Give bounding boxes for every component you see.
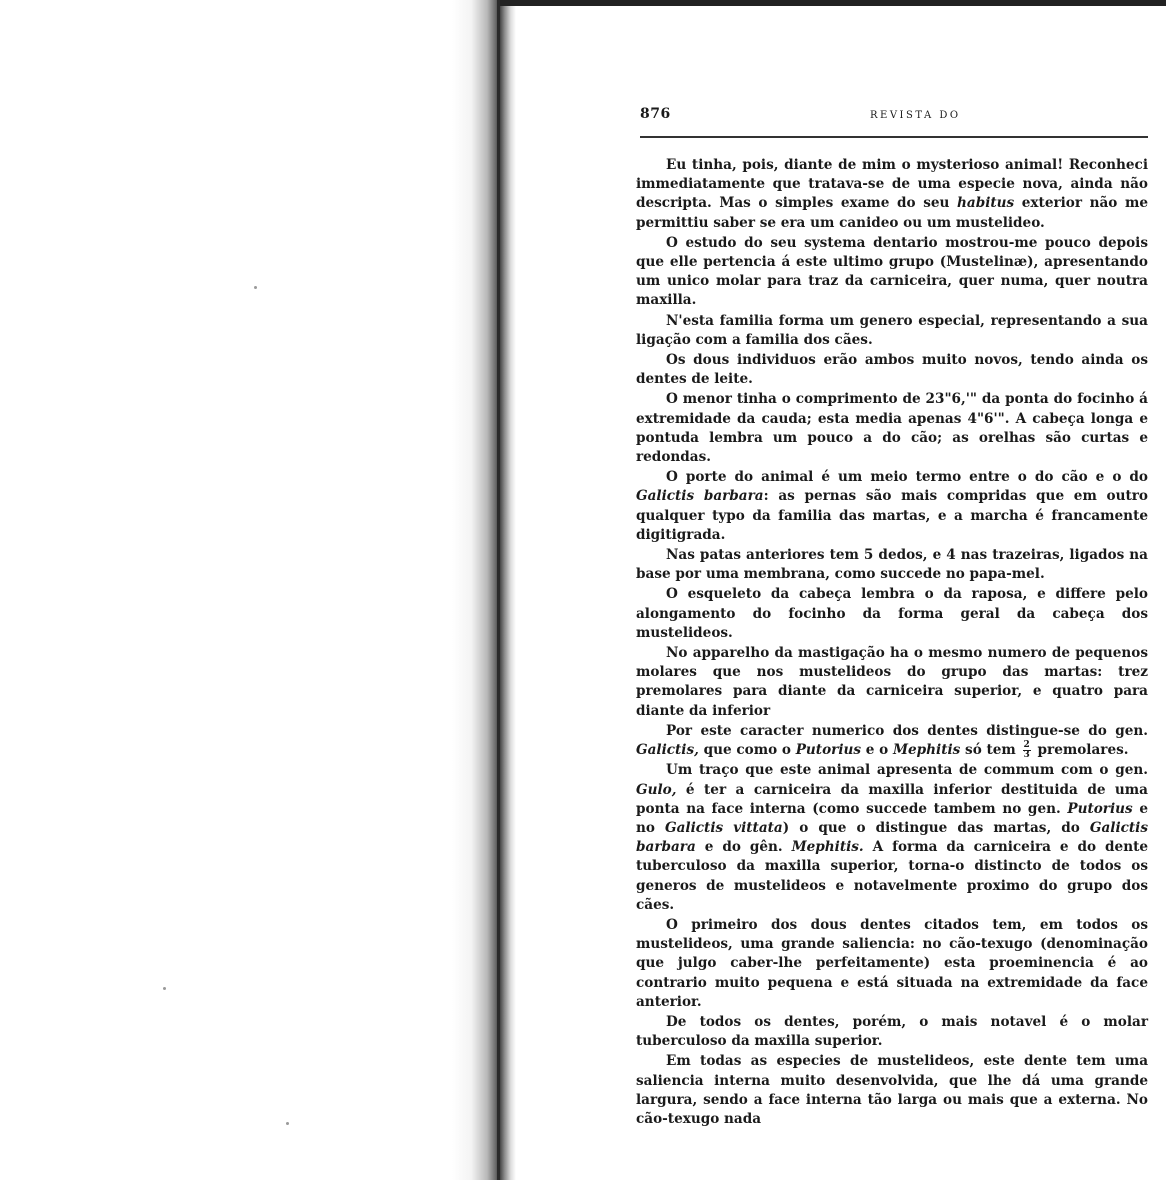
text-run: O primeiro dos dous dentes citados tem, em todos os mustelideos, uma grande saliencia: no cão-texugo (denominação que julgo caber-lhe perfeitamente) esta proeminencia é ao contrario muito pequena e está situada na extremidade da face anterior. (636, 916, 1148, 1010)
book-spine-line (497, 0, 500, 1180)
paragraph (636, 722, 1148, 760)
text-run: O menor tinha o comprimento de 23"6,'" da ponta do focinho á extremidade da cauda; esta media apenas 4"6'". A cabeça longa e pontuda lembra um pouco a do cão; as orelhas são curtas e redondas. (636, 391, 1148, 466)
paragraph (636, 585, 1148, 643)
left-blank-page (0, 0, 488, 1180)
paragraph (636, 546, 1148, 584)
right-text-page (516, 6, 1166, 1180)
text-run: Por este caracter numerico dos dentes distingue-se do gen. (666, 722, 1148, 739)
book-gutter-shadow (452, 0, 516, 1180)
text-run: Em todas as especies de mustelideos, este dente tem uma saliencia interna muito desenvolvida, que lhe dá uma grande largura, sendo a face interna tão larga ou mais que a externa. No cão-texugo nada (636, 1053, 1148, 1127)
italic-term: Putorius (1067, 800, 1133, 817)
paragraph (636, 468, 1148, 545)
text-run: No apparelho da mastigação ha o mesmo numero de pequenos molares que nos mustelideos do grupo das martas: trez premolares para diante da carniceira superior, e quatro para diante da inferior (636, 645, 1148, 719)
text-run: Nas patas anteriores tem 5 dedos, e 4 nas trazeiras, ligados na base por uma membrana, como succede no papa-mel. (636, 547, 1148, 583)
text-run: e no (636, 800, 1148, 836)
text-run: que como o (698, 742, 796, 759)
paragraph (636, 761, 1148, 915)
text-run: e do gên. (695, 839, 792, 856)
italic-term: Mephitis. (791, 839, 864, 856)
italic-term: Mephitis (892, 742, 961, 759)
paper-speck (254, 286, 257, 289)
paragraph (636, 916, 1148, 1012)
text-run: só tem (960, 742, 1021, 759)
italic-term: Putorius (795, 742, 862, 759)
italic-term: Galictis barbara (636, 488, 764, 505)
header-rule (640, 136, 1148, 138)
page-number: 876 (640, 106, 671, 122)
text-run: A forma da carniceira e do dente tuberculoso da maxilla superior, torna-o distincto de todos os generos de mustelideos e notavelmente proximo do grupo dos cães. (636, 839, 1149, 913)
text-run: : as pernas são mais compridas que em outro qualquer typo da familia das martas, e a marcha é francamente digitigrada. (636, 488, 1149, 543)
paper-speck (286, 1122, 289, 1125)
paragraph (636, 312, 1148, 350)
text-run: Um traço que este animal apresenta de commum com o gen. (666, 762, 1148, 779)
paragraph (636, 1052, 1148, 1129)
italic-term: habitus (957, 195, 1015, 212)
fraction (1023, 741, 1031, 760)
paragraph (636, 1013, 1148, 1051)
text-run: e o (861, 742, 893, 759)
text-run: O porte do animal é um meio termo entre o do cão e o do (666, 469, 1148, 486)
fraction-denominator: 3 (1023, 750, 1030, 761)
paper-speck (163, 987, 166, 990)
running-head (640, 106, 1150, 128)
text-run: premolares. (1032, 742, 1129, 759)
text-run: é ter a carniceira da maxilla inferior destituida de uma ponta na face interna (como succede tambem no gen. (636, 781, 1148, 817)
text-run: Eu tinha, pois, diante de mim o mysterioso animal! Reconheci immediatamente que tratava-se de uma especie nova, ainda não descripta. Mas o simples exame do seu (636, 157, 1148, 212)
paragraph (636, 644, 1148, 721)
paragraph (636, 156, 1148, 233)
italic-term: Galictis, (636, 742, 699, 759)
italic-term: Gulo, (636, 781, 677, 798)
text-run: ) o que o distingue das martas, do (782, 819, 1090, 836)
text-run: Os dous individuos erão ambos muito novos, tendo ainda os dentes de leite. (636, 352, 1148, 388)
fraction-numerator: 2 (1023, 740, 1030, 751)
paragraph (636, 390, 1148, 467)
italic-term: Galictis vittata (665, 819, 783, 836)
paragraph (636, 351, 1148, 389)
text-run: De todos os dentes, porém, o mais notavel é o molar tuberculoso da maxilla superior. (636, 1013, 1148, 1050)
body-text (636, 156, 1148, 1130)
running-title: REVISTA DO (870, 110, 961, 121)
text-run: exterior não me permittiu saber se era um canideo ou um mustelideo. (636, 195, 1148, 231)
text-run: O esqueleto da cabeça lembra o da raposa, e differe pelo alongamento do focinho da forma geral da cabeça dos mustelideos. (636, 586, 1148, 641)
paragraph (636, 234, 1148, 311)
text-run: N'esta familia forma um genero especial, representando a sua ligação com a familia dos cães. (636, 312, 1148, 348)
italic-term: Galictis barbara (636, 819, 1148, 856)
text-run: O estudo do seu systema dentario mostrou-me pouco depois que elle pertencia á este ultimo grupo (Mustelinæ), apresentando um unico molar para traz da carniceira, quer numa, quer noutra maxilla. (636, 234, 1148, 309)
